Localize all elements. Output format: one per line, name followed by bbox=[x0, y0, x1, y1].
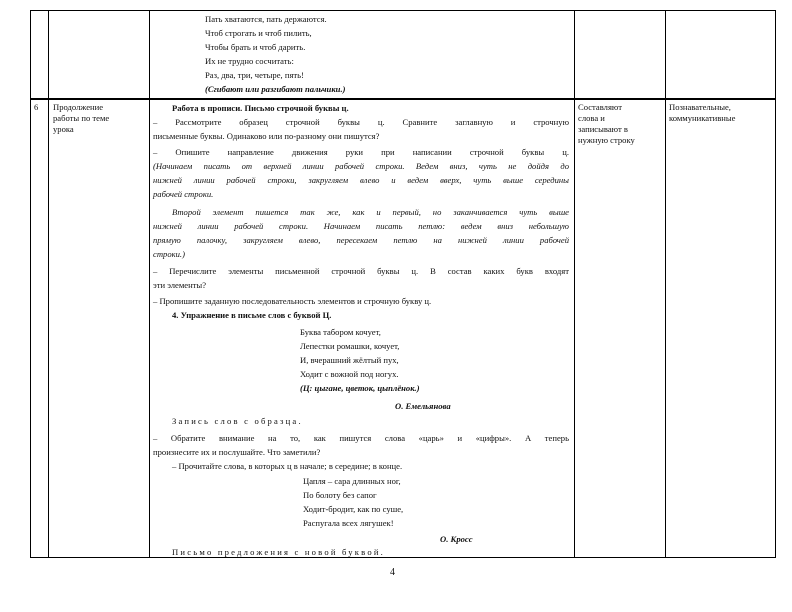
poem-author: О. Емельянова bbox=[395, 401, 451, 411]
instruction-line: – Опишите направление движения руки при написании строчной буквы ц. bbox=[153, 147, 569, 157]
instruction-line: – Обратите внимание на то, как пишутся слова «царь» и «цифры». А теперь bbox=[153, 433, 569, 443]
explanation-line: прямую палочку, закругляем влево, пересекаем петлю на нижней линии рабочей bbox=[153, 235, 569, 245]
poem-line: Ходит с вожной под ногух. bbox=[300, 369, 399, 379]
column-divider-content bbox=[574, 10, 575, 558]
work-heading: Работа в прописи. Письмо строчной буквы ц. bbox=[172, 103, 349, 113]
poem-line: Ходит-бродит, как по суше, bbox=[303, 504, 404, 514]
page-number: 4 bbox=[390, 567, 395, 578]
poem-line: Раз, два, три, четыре, пять! bbox=[205, 70, 304, 80]
column-divider-stage bbox=[149, 10, 150, 558]
explanation-line: (Начинаем писать от верхней линии рабочей строки. Ведем вниз, чуть не дойдя до bbox=[153, 161, 569, 171]
row-number: 6 bbox=[34, 102, 39, 112]
poem-line: Чтобы брать и чтоб дарить. bbox=[205, 42, 306, 52]
poem-line: Лепестки ромашки, кочует, bbox=[300, 341, 400, 351]
instruction-line: – Прочитайте слова, в которых ц в начале; в середине; в конце. bbox=[172, 461, 403, 471]
instruction-line: – Рассмотрите образец строчной буквы ц. Сравните заглавную и строчную bbox=[153, 117, 569, 127]
table-border-bottom bbox=[30, 557, 776, 558]
explanation-line: нижней линии рабочей строки, закругляем влево и ведем вверх, чуть выше середины bbox=[153, 175, 569, 185]
exercise-heading: 4. Упражнение в письме слов с буквой Ц. bbox=[172, 310, 332, 320]
poem-line: Их не трудно сосчитать: bbox=[205, 56, 294, 66]
table-border-left bbox=[30, 10, 31, 558]
explanation-line: нижней линии рабочей строки. Начинаем писать петлю: ведем вниз небольшую bbox=[153, 221, 569, 231]
uud-type: Познавательные, коммуникативные bbox=[669, 102, 736, 123]
instruction-line: произнесите их и послушайте. Что заметили? bbox=[153, 447, 321, 457]
column-divider-number bbox=[48, 10, 49, 558]
instruction-line: – Пропишите заданную последовательность элементов и строчную букву ц. bbox=[153, 296, 432, 306]
poem-line: Распугала всех лягушек! bbox=[303, 518, 394, 528]
poem-line: Цапля – сара длинных ног, bbox=[303, 476, 401, 486]
copy-heading: Запись слов с образца. bbox=[172, 416, 303, 426]
stage-title: Продолжение работы по теме урока bbox=[53, 102, 110, 134]
poem-line: Пать хватаются, пать держаются. bbox=[205, 14, 327, 24]
poem-author: О. Кросс bbox=[440, 534, 473, 544]
student-activity: Составляют слова и записывают в нужную строку bbox=[578, 102, 635, 145]
poem-note: (Сгибают или разгибают пальчики.) bbox=[205, 84, 346, 94]
poem-line: По болоту без сапог bbox=[303, 490, 377, 500]
poem-line: И, вчерашний жёлтый пух, bbox=[300, 355, 399, 365]
explanation-line: строки.) bbox=[153, 249, 185, 259]
table-border-right bbox=[775, 10, 776, 558]
table-border-top bbox=[30, 10, 776, 11]
instruction-line: – Перечислите элементы письменной строчной буквы ц. В состав каких букв входят bbox=[153, 266, 569, 276]
poem-line: Чтоб строгать и чтоб пилить, bbox=[205, 28, 312, 38]
sentence-heading: Письмо предложения с новой буквой. bbox=[172, 547, 385, 557]
column-divider-activity bbox=[665, 10, 666, 558]
instruction-line: эти элементы? bbox=[153, 280, 207, 290]
instruction-line: письменные буквы. Одинаково или по-разному они пишутся? bbox=[153, 131, 380, 141]
explanation-line: Второй элемент пишется так же, как и первый, но заканчивается чуть выше bbox=[172, 207, 569, 217]
poem-line: Буква табором кочует, bbox=[300, 327, 381, 337]
explanation-line: рабочей строки. bbox=[153, 189, 214, 199]
row-divider bbox=[30, 98, 776, 100]
riddle-answer: (Ц: цыгане, цветок, цыплёнок.) bbox=[300, 383, 420, 393]
